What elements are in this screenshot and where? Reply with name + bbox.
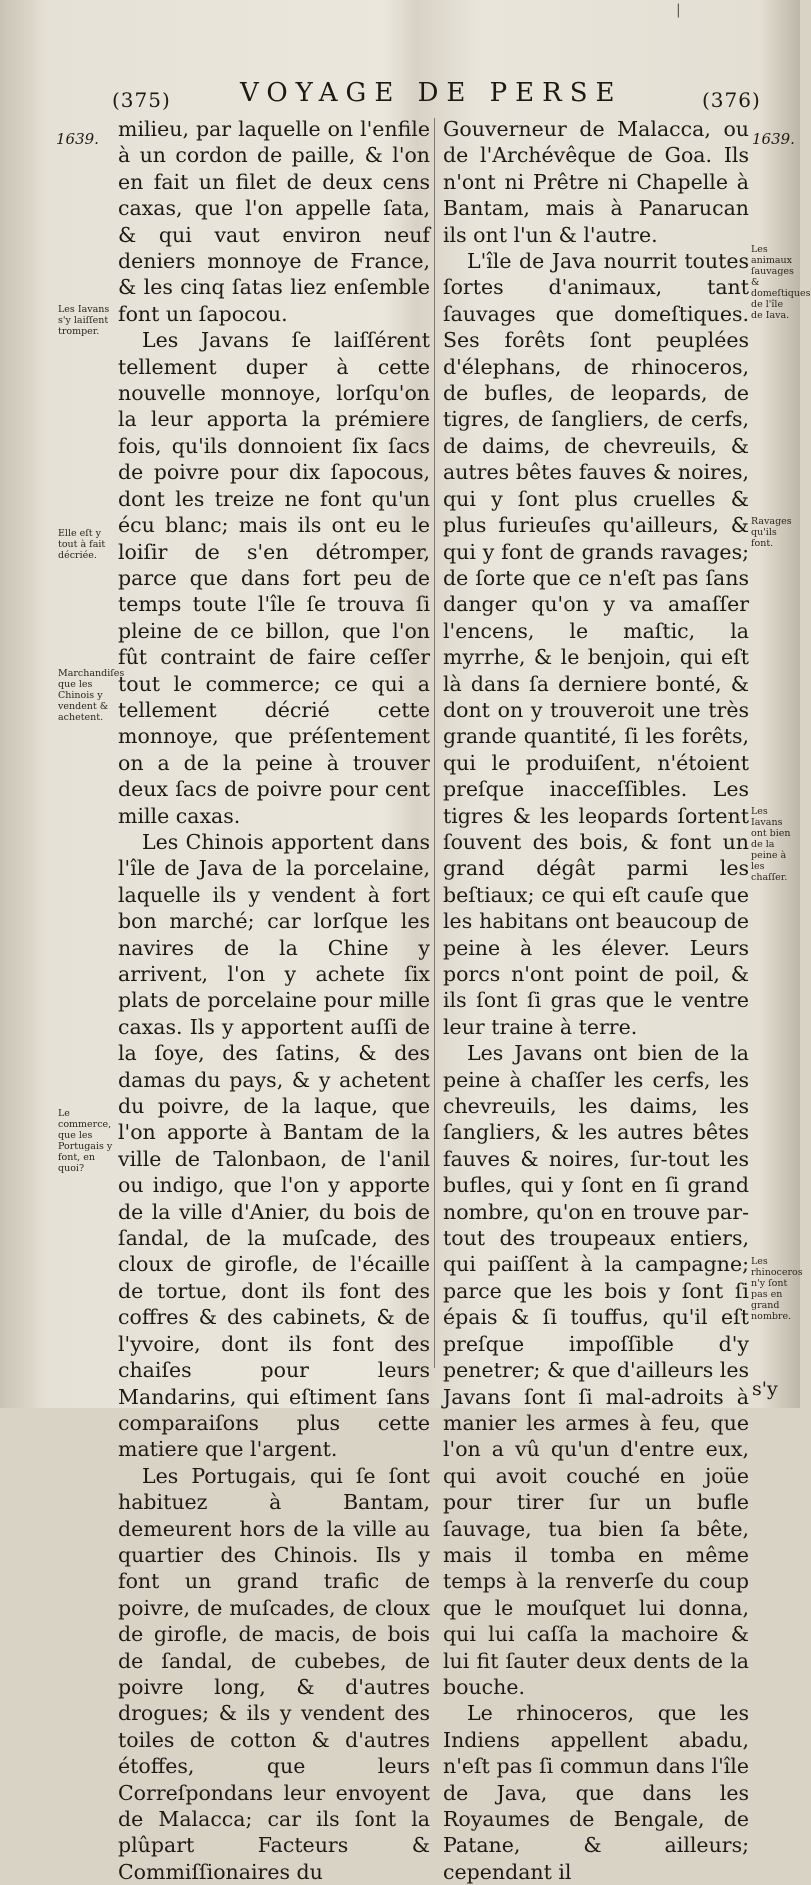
margin-note: Les Iavans ont bien de la peine à les chaſſer.	[751, 806, 791, 883]
paragraph: Les Portugais, qui ſe ſont habituez à Bantam, demeurent hors de la ville au quartier des Chinois. Ils y font un grand trafic de poivre, de muſcades, de cloux de girofle, de macis, de bois de ſandal, de cubebes, de poivre long, & d'autres drogues; & ils y vendent des toiles de cotton & d'autres étoffes, que leurs Correſpondans leur envoyent de Malacca; car ils ſont la plûpart Facteurs & Commiſſionaires du	[118, 1463, 430, 1884]
left-column	[118, 116, 430, 1885]
margin-note: Elle eſt y tout à fait décriée.	[58, 528, 106, 561]
paragraph: L'île de Java nourrit toutes ſortes d'animaux, tant ſauvages que domeſtiques. Ses forêts ſont peuplées d'élephans, de rhinoceros, de bufles, de leopards, de tigres, de ſangliers, de cerfs, de daims, de chevreuils, & autres bêtes fauves & noires, qui y ſont plus cruelles & plus furieuſes qu'ailleurs, & qui y font de grands ravages; de ſorte que ce n'eſt pas ſans danger qu'on y va amaſſer l'encens, le maſtic, la myrrhe, & le benjoin, qui eſt là dans ſa derniere bonté, & dont on y trouveroit une très grande quantité, ſi les forêts, qui le produiſent, n'étoient preſque inacceſſibles. Les tigres & les leopards ſortent ſouvent des bois, & font un grand dégât parmi les beſtiaux; ce qui eſt cauſe que les habitans ont beaucoup de peine à les élever. Leurs porcs n'ont point de poil, & ils ſont ſi gras que le ventre leur traine à terre.	[443, 249, 749, 1039]
paragraph: Les Javans ſe laiſſérent tellement duper à cette nouvelle monnoye, lorſqu'on la leur apporta la prémiere fois, qu'ils donnoient ſix ſacs de poivre pour dix ſapocous, dont les treize ne font qu'un écu blanc; mais ils ont eu le loiſir de s'en détromper, parce que dans fort peu de temps toute l'île ſe trouva ſi pleine de ce billon, que l'on fût contraint de faire ceſſer tout le commerce; ce qui a tellement décrié cette monnoye, que préſentement on a de la peine à trouver deux ſacs de poivre pour cent mille caxas.	[118, 328, 430, 828]
paragraph: Les Chinois apportent dans l'île de Java de la porcelaine, laquelle ils y vendent à fort bon marché; car lorſque les navires de la Chine y arrivent, l'on y achete ſix plats de porcelaine pour mille caxas. Ils y apportent auſſi de la ſoye, des ſatins, & des damas du pays, & y achetent du poivre, de la laque, que l'on apporte à Bantam de la ville de Talonbaon, de l'anil ou indigo, que l'on y apporte de la ville d'Anier, du bois de ſandal, de la muſcade, des cloux de girofle, de l'écaille de tortue, dont ils font des coffres & des cabinets, & de l'yvoire, dont ils font des chaiſes pour leurs Mandarins, qui eſtiment ſans comparaiſons plus cette matiere que l'argent.	[118, 829, 430, 1462]
column-divider	[434, 118, 435, 1368]
left-page-number: (375)	[112, 88, 171, 112]
margin-note: Les rhinoceros n'y ſont pas en grand nombre.	[751, 1256, 803, 1322]
year-margin-left: 1639.	[56, 130, 99, 148]
paragraph: Le rhinoceros, que les Indiens appellent abadu, n'eſt pas ſi commun dans l'île de Java, que dans les Royaumes de Bengale, de Patane, & ailleurs; cependant il	[443, 1701, 749, 1884]
catchword: s'y	[752, 1378, 778, 1400]
paragraph: Gouverneur de Malacca, ou de l'Archévêque de Goa. Ils n'ont ni Prêtre ni Chapelle à Bantam, mais à Panarucan ils ont l'un & l'autre.	[443, 117, 749, 247]
right-column	[443, 116, 749, 1885]
year-margin-right: 1639.	[752, 130, 795, 148]
margin-note: Le commerce, que les Portugais y font, en quoi?	[58, 1108, 113, 1174]
page-header	[0, 78, 800, 114]
margin-note: Les Iavans s'y laiſſent tromper.	[58, 304, 110, 337]
margin-note: Marchandiſes que les Chinois y vendent & achetent.	[58, 668, 125, 723]
margin-note: Les animaux ſauvages & domeſtiques de l'île de Iava.	[751, 244, 811, 321]
paragraph: milieu, par laquelle on l'enfile à un cordon de paille, & l'on en fait un filet de deux cens caxas, que l'on appelle ſata, & qui vaut environ neuf deniers monnoye de France, & les cinq ſatas liez enſemble font un ſapocou.	[118, 117, 430, 326]
margin-note: Ravages qu'ils font.	[751, 516, 792, 549]
paragraph: Les Javans ont bien de la peine à chaſſer les cerfs, les chevreuils, les daims, les ſangliers, & les autres bêtes fauves & noires, ſur-tout les bufles, qui y ſont en ſi grand nombre, qu'on en trouve par-tout des troupeaux entiers, qui paiſſent à la campagne; parce que les bois y ſont ſi épais & ſi touffus, qu'il eſt preſque impoſſible d'y penetrer; & que d'ailleurs les Javans ſont ſi mal-adroits à manier les armes à feu, que l'on a vû qu'un d'entre eux, qui avoit couché en joüe pour tirer ſur un bufle ſauvage, tua bien ſa bête, mais il tomba en même temps à la renverſe du coup que le mouſquet lui donna, qui lui caſſa la machoire & lui fit ſauter deux dents de la bouche.	[443, 1041, 749, 1699]
top-mark: |	[676, 2, 681, 18]
right-page-number: (376)	[702, 88, 761, 112]
running-title: VOYAGE DE PERSE	[240, 78, 623, 108]
